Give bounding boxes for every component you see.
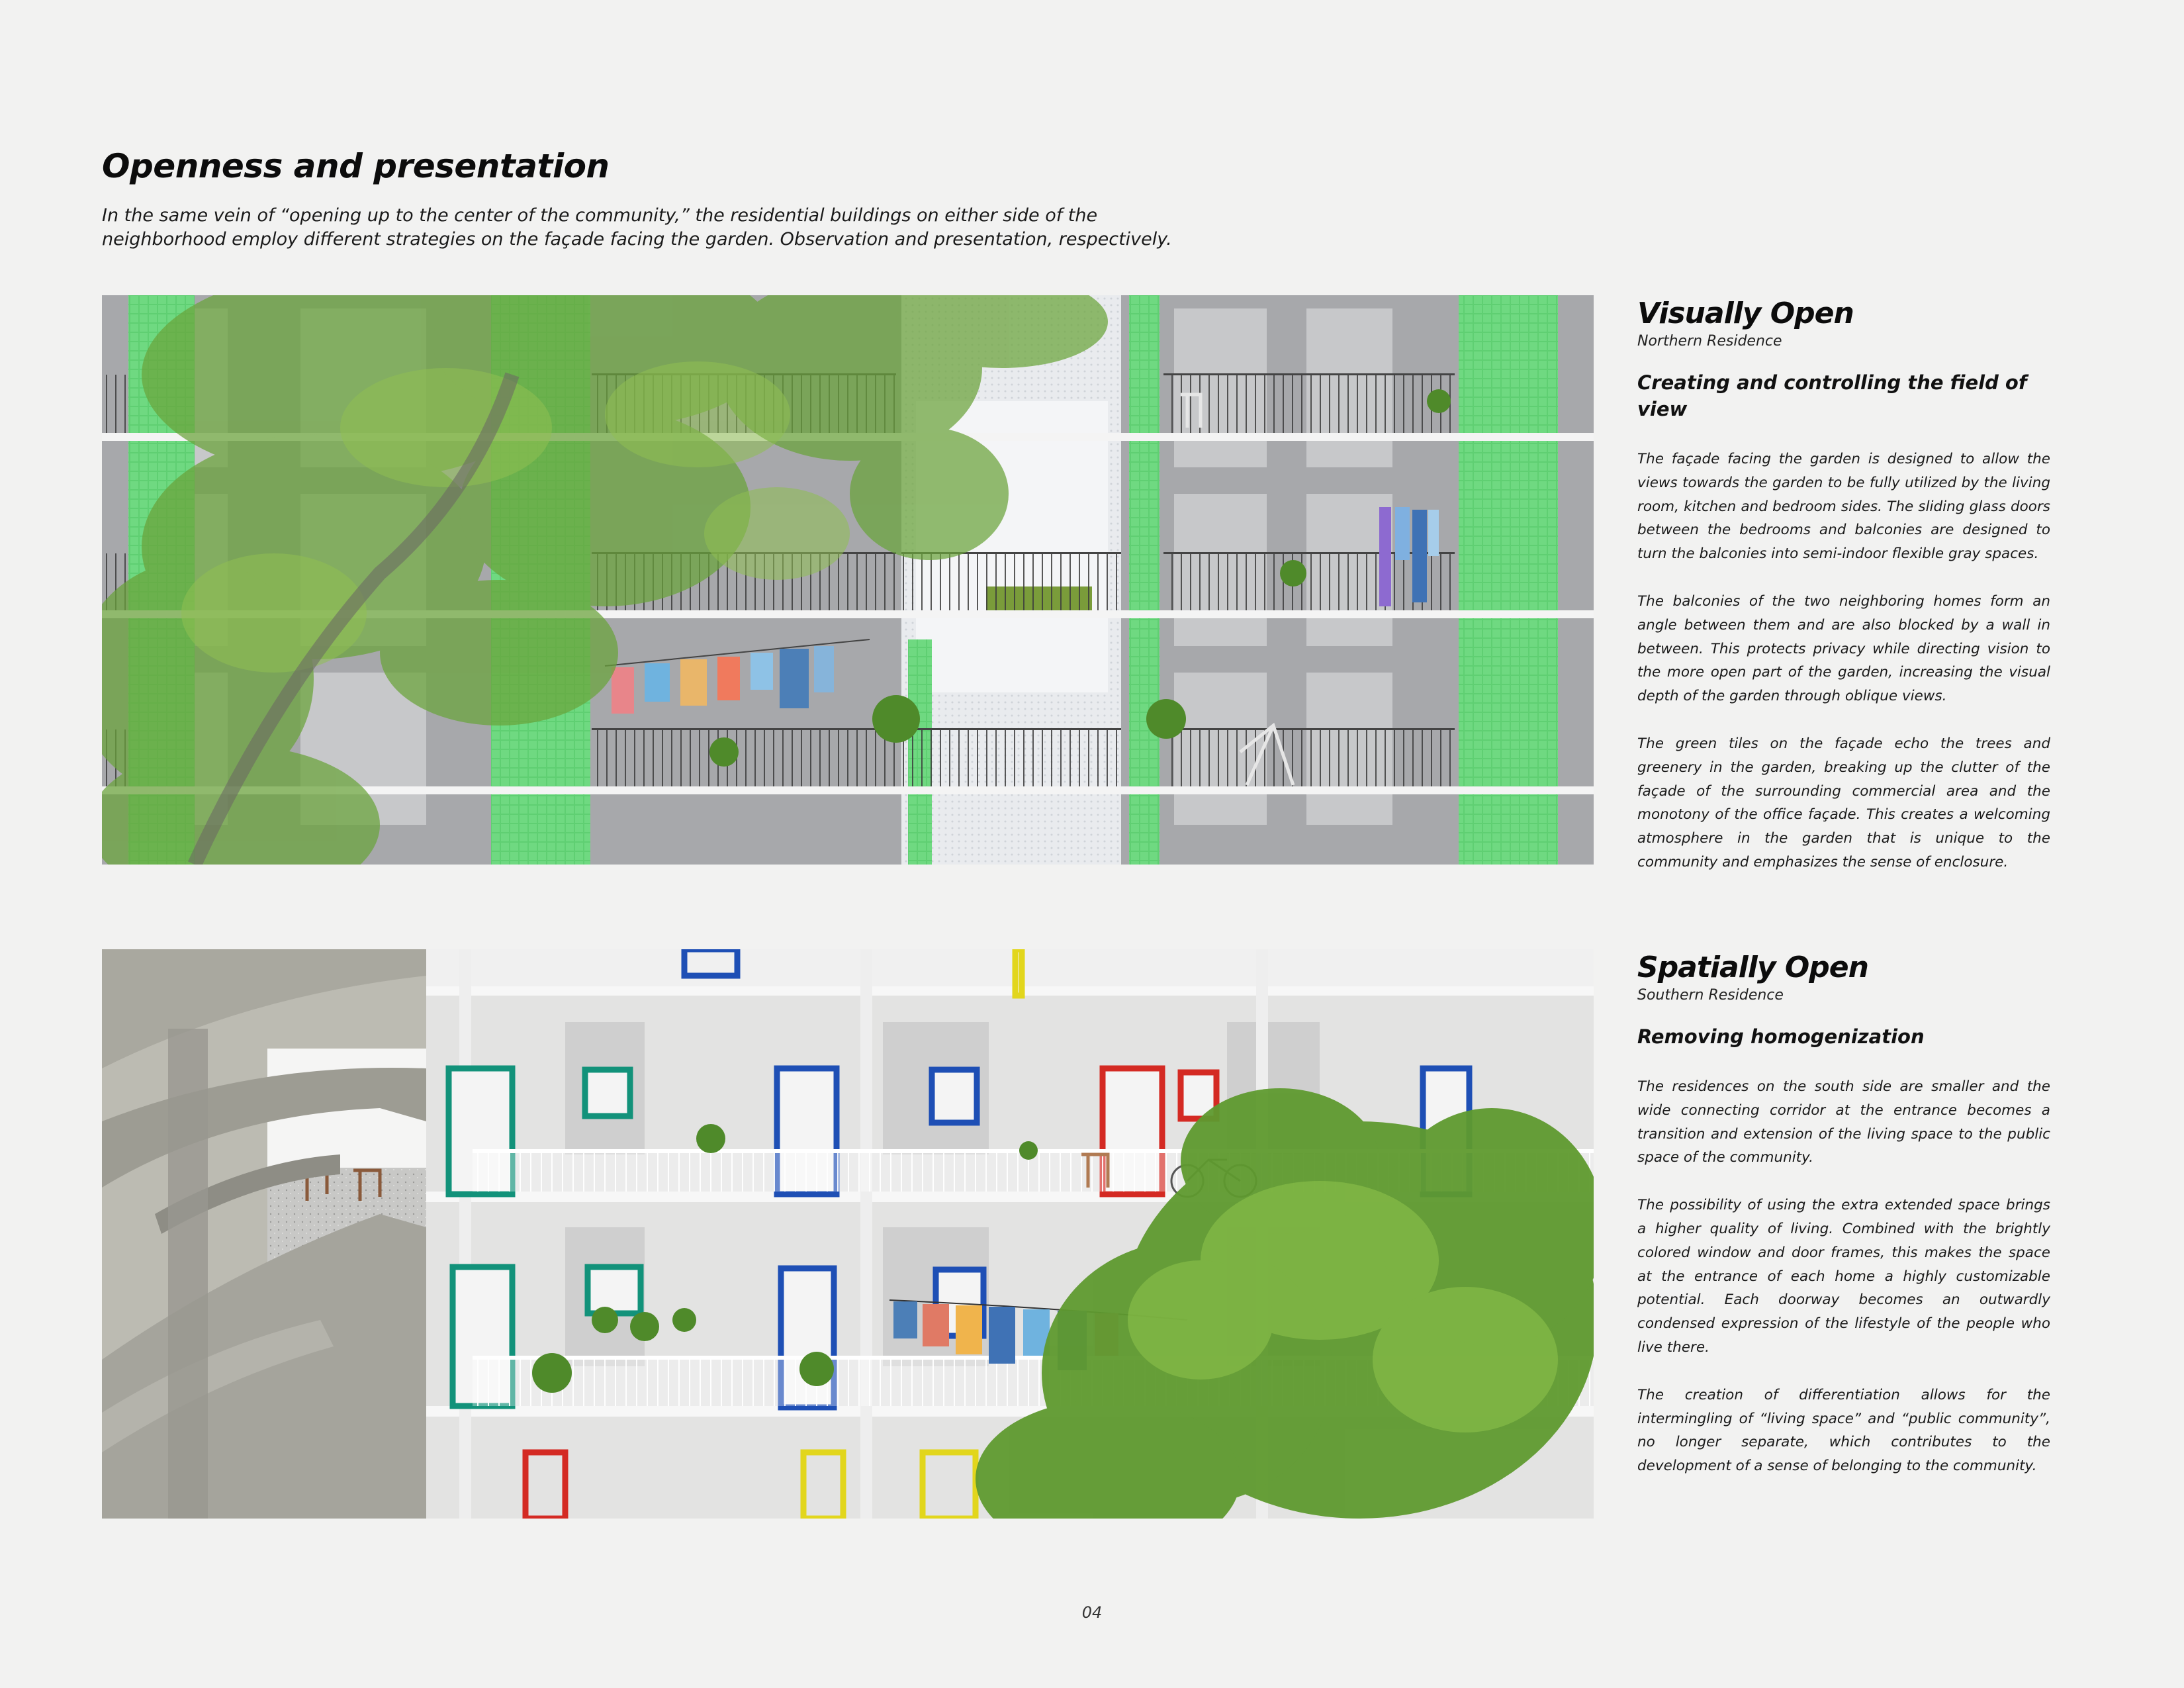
page-intro-line: In the same vein of “opening up to the center of the community,” the residential buildings on either side of the [102,205,1098,226]
section-paragraph: The green tiles on the façade echo the trees and greenery in the garden, breaking up the clutter of the façade of the surrounding commercial area and the monotony of the office façade. This creates a welcoming atmosphere in the garden that is unique to the community and emphasizes the sense of enclosure. [1637,735,2050,870]
page-title: Openness and presentation [102,147,610,185]
northern-residence-description [1637,295,2050,874]
section-paragraph: The residences on the south side are smaller and the wide connecting corridor at the entrance becomes a transition and extension of the living space to the public space of the community. [1637,1078,2050,1166]
northern-facade-drawing [102,295,1594,865]
page-intro-line: neighborhood employ different strategies on the façade facing the garden. Observation and presentation, respectively. [102,229,1172,250]
southern-residence-description [1637,949,2050,1478]
section-paragraph: The balconies of the two neighboring homes form an angle between them and are also blocked by a wall in between. This protects privacy while directing vision to the more open part of the garden, increasing the visual depth of the garden through oblique views. [1637,592,2050,705]
section-paragraph: The creation of differentiation allows for the intermingling of “living space” and “public community”, no longer separate, which contributes to the development of a sense of belonging to the community. [1637,1386,2050,1475]
section-paragraph: The possibility of using the extra extended space brings a higher quality of living. Combined with the brightly colored window and door frames, this makes the space at the entrance of each home a highly customizable potential. Each doorway becomes an outwardly condensed expression of the lifestyle of the people who live there. [1637,1197,2050,1356]
section-lead: Removing homogenization [1637,1025,1925,1048]
section-subheading: Southern Residence [1637,987,1784,1004]
section-lead: Creating and controlling the field of view [1637,371,2027,420]
section-paragraph: The façade facing the garden is designed to allow the views towards the garden to be fully utilized by the living room, kitchen and bedroom sides. The sliding glass doors between the bedrooms and balconies are designed to turn the balconies into semi-indoor flexible gray spaces. [1637,451,2050,563]
section-subheading: Northern Residence [1637,333,1782,350]
northern-residence-facade-illustration [102,295,1594,865]
section-heading: Visually Open [1637,297,1854,330]
page-intro [102,204,1227,252]
southern-corridor-drawing [102,949,1594,1519]
southern-residence-corridor-illustration [102,949,1594,1519]
page-number: 04 [1081,1603,1103,1622]
section-heading: Spatially Open [1637,951,1868,984]
